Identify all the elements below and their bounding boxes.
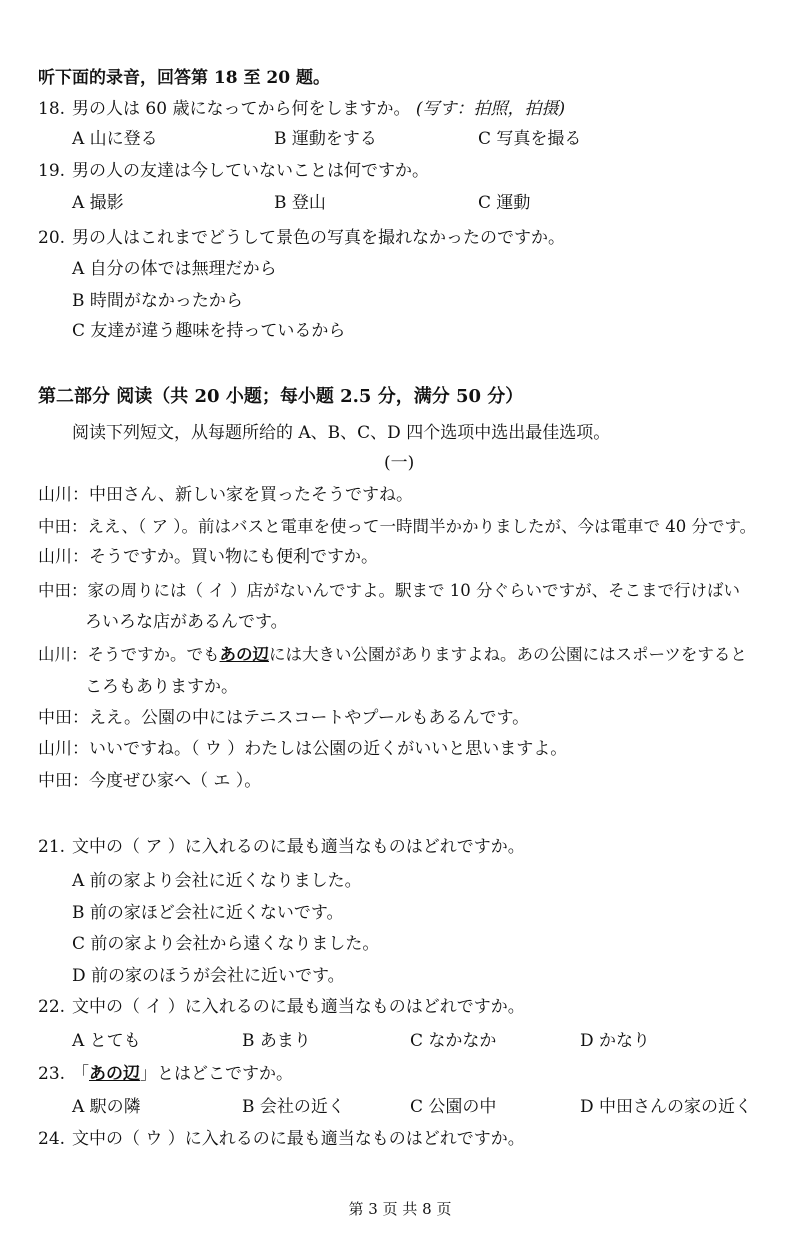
option-c: C 前の家より会社から遠くなりました。 (72, 934, 380, 954)
dialogue-text: には大きい公園がありますよね。あの公園にはスポーツをすると (269, 645, 747, 664)
dialogue-line (38, 484, 413, 506)
option-b: B あまり (242, 1031, 311, 1051)
question-number: 23. (38, 1064, 66, 1084)
option-a: A 駅の隣 (72, 1097, 141, 1117)
option-a: A 撮影 (72, 193, 124, 213)
option-a: A 前の家より会社に近くなりました。 (72, 871, 362, 891)
handwritten-note: (写す：拍照，拍摄) (415, 99, 566, 119)
speaker: 山川： (38, 645, 88, 664)
question-text: 男の人は 60 歳になってから何をしますか。 (72, 99, 411, 119)
dialogue-text: 家の周りには（ イ ）店がないんですよ。駅まで 10 分ぐらいですが、そこまで行けばい (87, 581, 740, 600)
dialogue-text: 今度ぜひ家へ（ エ ）。 (89, 771, 262, 791)
speaker: 中田： (38, 708, 89, 728)
dialogue-text: 中田さん、新しい家を買ったそうですね。 (89, 485, 414, 505)
question-number: 24. (38, 1129, 66, 1149)
dialogue-text: ええ、（ ア ）。前はバスと電車を使って一時間半かかりましたが、今は電車で 40 分です。 (87, 517, 757, 536)
question-text: 文中の（ ウ ）に入れるのに最も適当なものはどれですか。 (72, 1129, 525, 1149)
dialogue-line (38, 580, 740, 602)
option-d: D 中田さんの家の近く (580, 1097, 753, 1117)
speaker: 中田： (38, 517, 88, 536)
question-text: 文中の（ イ ）に入れるのに最も適当なものはどれですか。 (72, 997, 525, 1017)
question-text: 男の人はこれまでどうして景色の写真を撮れなかったのですか。 (72, 228, 565, 248)
dialogue-text: ええ。公園の中にはテニスコートやプールもあるんです。 (89, 708, 530, 728)
option-c: C なかなか (410, 1031, 497, 1051)
question-text: 男の人の友達は今していないことは何ですか。 (72, 161, 429, 181)
option-c: C 公園の中 (410, 1097, 497, 1117)
page-number: 第 3 页 共 8 页 (348, 1200, 452, 1218)
speaker: 中田： (38, 771, 89, 791)
dialogue-text: そうですか。買い物にも便利ですか。 (89, 547, 378, 567)
question-18 (38, 98, 565, 120)
option-c: C 友達が違う趣味を持っているから (72, 321, 346, 341)
speaker: 中田： (38, 581, 88, 600)
question-number: 20. (38, 228, 66, 248)
option-b: B 前の家ほど会社に近くないです。 (72, 903, 344, 923)
option-a: A 山に登る (72, 129, 158, 149)
question-23 (38, 1063, 293, 1085)
option-b: B 会社の近く (242, 1097, 345, 1117)
dialogue-line (38, 546, 378, 568)
speaker: 山川： (38, 739, 89, 759)
speaker: 山川： (38, 547, 89, 567)
dialogue-line (38, 738, 567, 760)
dialogue-text: いいですね。（ ウ ）わたしは公園の近くがいいと思いますよ。 (89, 739, 568, 759)
question-text: 「 (72, 1064, 89, 1084)
option-b: B 時間がなかったから (72, 291, 243, 311)
dialogue-line (38, 707, 529, 729)
option-a: A 自分の体では無理だから (72, 259, 277, 279)
underlined-phrase: あの辺 (219, 645, 269, 664)
option-b: B 登山 (274, 193, 326, 213)
option-a: A とても (72, 1031, 141, 1051)
option-c: C 運動 (478, 193, 531, 213)
option-d: D かなり (580, 1031, 651, 1051)
underlined-phrase: あの辺 (89, 1064, 140, 1084)
reading-instruction: 阅读下列短文，从每题所给的 A、B、C、D 四个选项中选出最佳选项。 (72, 423, 611, 443)
question-text: 」とはどこですか。 (140, 1064, 293, 1084)
dialogue-continuation: ろいろな店があるんです。 (85, 612, 288, 632)
question-24 (38, 1128, 525, 1150)
dialogue-line (38, 644, 747, 666)
question-22 (38, 996, 525, 1018)
dialogue-line (38, 516, 756, 538)
dialogue-continuation: ころもありますか。 (85, 677, 238, 697)
question-19 (38, 160, 429, 182)
option-c: C 写真を撮る (478, 129, 582, 149)
question-21 (38, 836, 525, 858)
question-text: 文中の（ ア ）に入れるのに最も適当なものはどれですか。 (72, 837, 525, 857)
question-number: 21. (38, 837, 66, 857)
listening-instruction: 听下面的录音，回答第 18 至 20 题。 (38, 68, 330, 88)
dialogue-text: そうですか。でも (87, 645, 220, 664)
section-label: (一) (384, 453, 415, 473)
option-b: B 運動をする (274, 129, 377, 149)
speaker: 山川： (38, 485, 89, 505)
dialogue-line (38, 770, 261, 792)
question-number: 22. (38, 997, 66, 1017)
option-d: D 前の家のほうが会社に近いです。 (72, 966, 345, 986)
reading-heading: 第二部分 阅读（共 20 小题；每小题 2.5 分，满分 50 分） (38, 386, 524, 407)
question-number: 19. (38, 161, 66, 181)
question-number: 18. (38, 99, 66, 119)
question-20 (38, 227, 565, 249)
